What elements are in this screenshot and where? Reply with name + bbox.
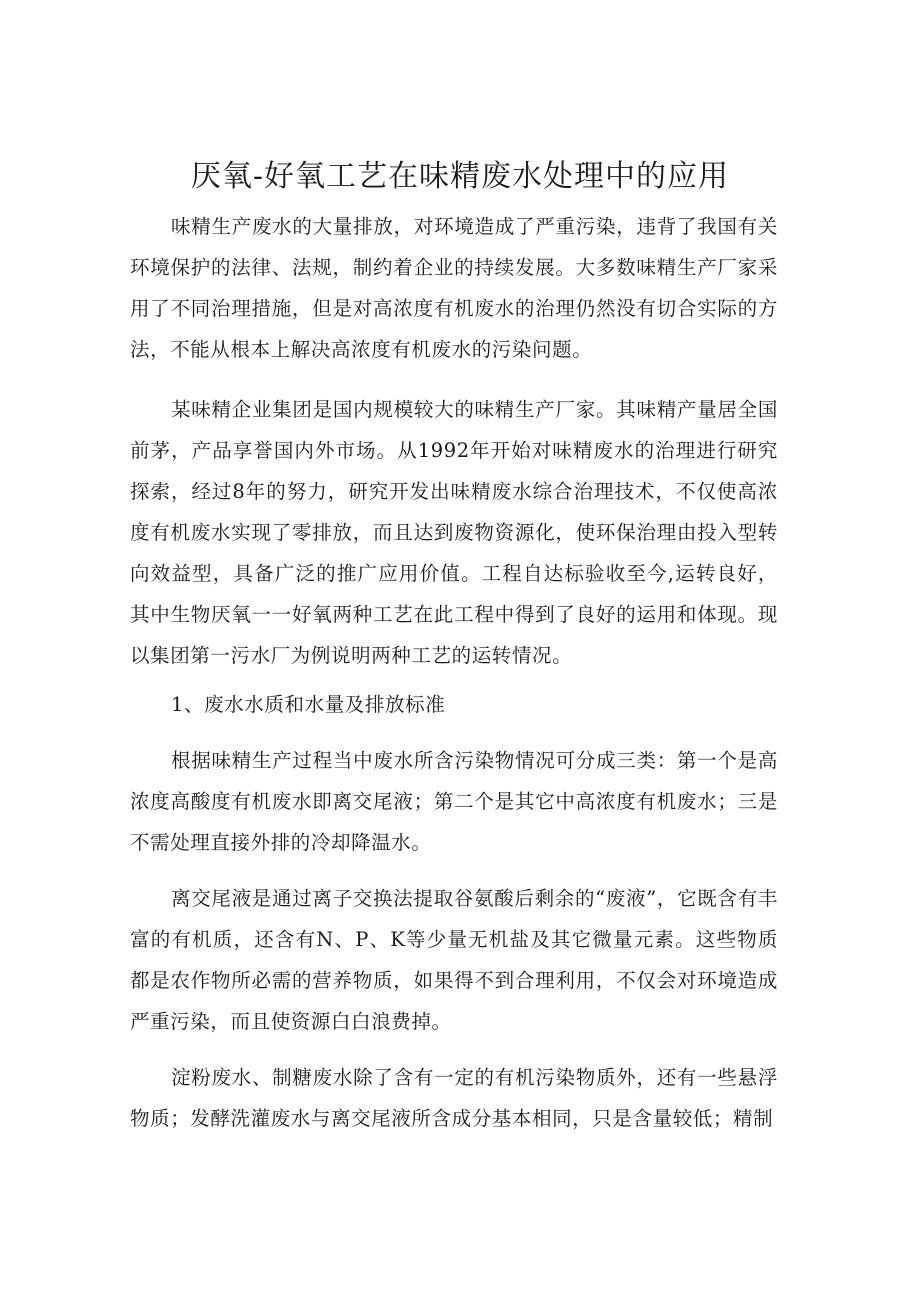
paragraph-intro: 味精生产废水的大量排放，对环境造成了严重污染，违背了我国有关环境保护的法律、法规，制约着企业的持续发展。大多数味精生产厂家采用了不同治理措施，但是对高浓度有机废水的治理仍然没有切合实际的方法，不能从根本上解决高浓度有机废水的污染问题。 [130, 215, 778, 361]
section-heading: 1、废水水质和水量及排放标准 [171, 693, 446, 716]
paragraph-classification: 根据味精生产过程当中废水所含污染物情况可分成三类：第一个是高浓度高酸度有机废水即离交尾液；第二个是其它中高浓度有机废水；三是不需处理直接外排的冷却降温水。 [130, 749, 778, 854]
paragraph-company: 某味精企业集团是国内规模较大的味精生产厂家。其味精产量居全国前茅，产品享誉国内外市场。从1992年开始对味精废水的治理进行研究探索，经过8年的努力，研究开发出味精废水综合治理技术，不仅使高浓度有机废水实现了零排放，而且达到废物资源化，使环保治理由投入型转向效益型，具备广泛的推广应用价值。工程自达标验收至今,运转良好，其中生物厌氧一一好氧两种工艺在此工程中得到了良好的运用和体现。现以集团第一污水厂为例说明两种工艺的运转情况。 [130, 398, 778, 667]
document-title: 厌氧-好氧工艺在味精废水处理中的应用 [190, 159, 730, 194]
paragraph-tail-liquid: 离交尾液是通过离子交换法提取谷氨酸后剩余的“废液”，它既含有丰富的有机质，还含有N、P、K等少量无机盐及其它微量元素。这些物质都是农作物所必需的营养物质，如果得不到合理利用，不仅会对环境造成严重污染，而且使资源白白浪费掉。 [130, 887, 778, 1033]
paragraph-starch-wastewater: 淀粉废水、制糖废水除了含有一定的有机污染物质外，还有一些悬浮物质；发酵洗灌废水与离交尾液所含成分基本相同，只是含量较低；精制 [130, 1066, 778, 1130]
